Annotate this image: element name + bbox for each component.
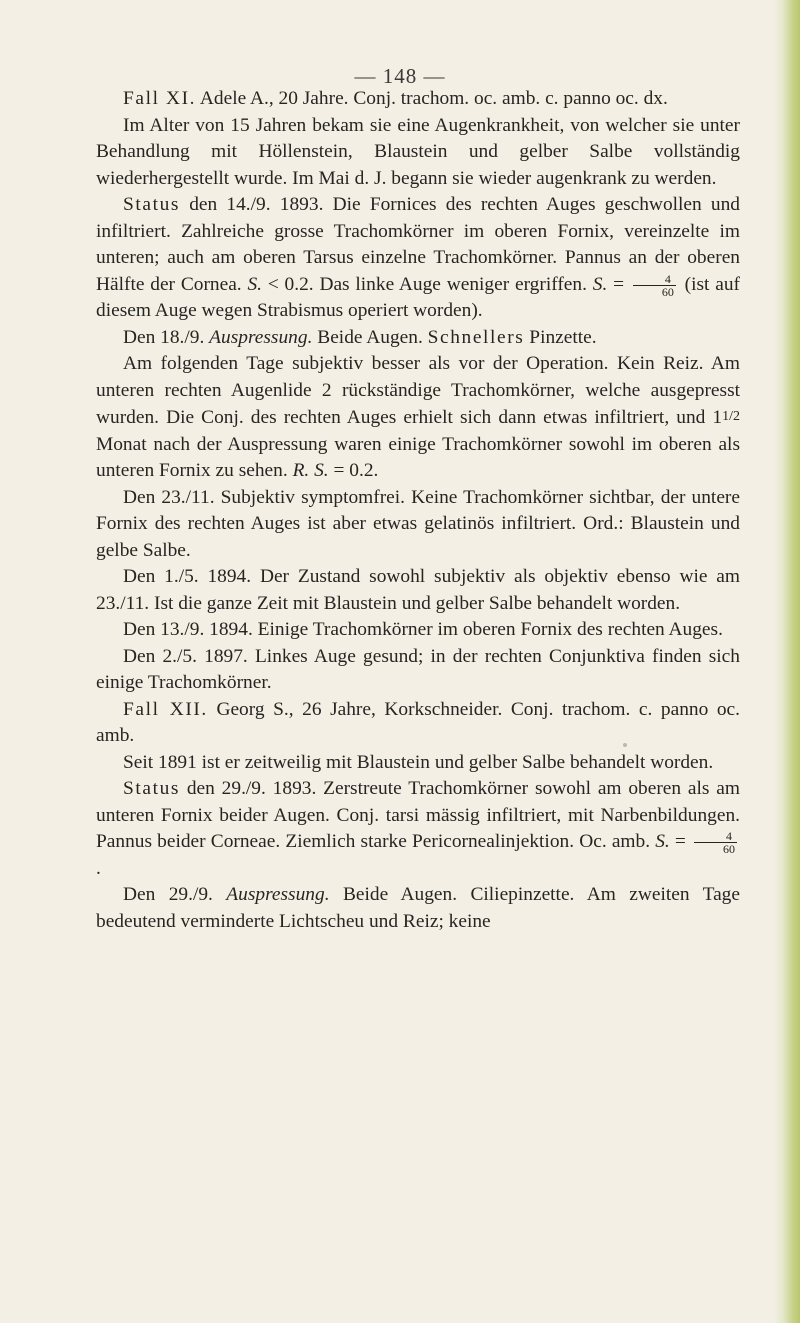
visus-symbol: S. [655,831,670,852]
case-label: Fall XI. [123,88,197,109]
status-paragraph [96,192,740,325]
paragraph [96,325,740,352]
paragraph-text: Pinzette. [524,326,597,348]
case-heading-paragraph [96,697,740,750]
paragraph-text: = [607,273,630,295]
paragraph-text: den 29./9. 1893. Zerstreute Trachomkörner sowohl am oberen als am unteren Fornix beider Augen. Conj. tarsi mässig infiltriert, mit Narbenbildungen. Pannus beider Corneae. Ziemlich starke Pericornealinjektion. Oc. amb. [96,778,740,852]
visus-symbol: S. [592,273,608,295]
body-text [96,86,740,935]
visus-symbol: S. [247,273,263,295]
paragraph-text: . [96,857,101,879]
visus-symbol: R. S. [292,460,329,481]
paragraph: Im Alter von 15 Jahren bekam sie eine Augenkrankheit, von welcher sie unter Behandlung mit Höllenstein, Blaustein und gelber Salbe vollständig wiederhergestellt wurde. Im Mai d. J. begann sie wieder augenkrank zu werden. [96,114,740,189]
paragraph-text: (ist auf diesem Auge wegen Strabismus operiert worden). [96,273,740,321]
fraction-numerator: 4 [694,830,737,843]
paragraph-text: Monat nach der Auspressung waren einige Trachomkörner sowohl im oberen als unteren Fornix zu sehen. [96,433,740,481]
page-edge [774,0,800,1323]
paragraph: Den 23./11. Subjektiv symptomfrei. Keine Trachomkörner sichtbar, der untere Fornix des rechten Auges ist aber etwas gelatinös infiltriert. Ord.: Blaustein und gelbe Salbe. [96,486,740,561]
half-fraction: 1/2 [722,409,740,424]
fraction [633,273,676,298]
status-label: Status [123,778,181,799]
fraction-denominator: 60 [661,284,674,299]
paragraph-text: Den 18./9. [123,326,210,348]
paragraph-text: Am folgenden Tage subjektiv besser als vor der Operation. Kein Reiz. Am unteren rechten Augenlide 2 rückständige Trachomkörner, welche ausgepresst wurden. Die Conj. des rechten Auges erhielt sich dann etwas infiltriert, und 1 [96,353,740,428]
paragraph-text: Beide Augen. Ciliepinzette. Am zweiten Tage bedeutend verminderte Lichtscheu und Reiz; keine [96,884,740,932]
italic-term: Auspressung. [226,884,330,905]
case-label: Fall XII. [123,698,208,720]
case-heading-paragraph [96,86,740,113]
fraction [694,830,737,855]
italic-term: Auspressung. [209,326,313,348]
paragraph: Den 13./9. 1894. Einige Trachomkörner im oberen Fornix des rechten Auges. [123,619,723,640]
status-paragraph [96,776,740,882]
status-label: Status [123,194,181,215]
paragraph [96,882,740,935]
fraction-numerator: 4 [633,273,676,286]
spaced-name: Schnellers [427,326,525,348]
paragraph-text: den 14./9. 1893. Die Fornices des rechten Auges geschwollen und infiltriert. Zahlreiche grosse Trachomkörner im oberen Fornix, vereinzelte im unteren; auch am oberen Tarsus einzelne Trachomkörner. Pannus an der oberen Hälfte der Cornea. [96,194,740,295]
paragraph-text: = [669,831,691,852]
paragraph-text: Adele A., 20 Jahre. Conj. trachom. oc. amb. c. panno oc. dx. [196,88,668,109]
paragraph-text: < 0.2. Das linke Auge weniger ergriffen. [262,273,593,295]
paragraph-text: Beide Augen. [312,326,428,348]
paragraph: Den 1./5. 1894. Der Zustand sowohl subjektiv als objektiv ebenso wie am 23./11. Ist die ganze Zeit mit Blaustein und gelber Salbe behandelt worden. [96,566,740,614]
page-number: — 148 — [354,64,446,88]
paragraph-text: Den 29./9. [123,884,227,905]
paragraph [96,351,740,485]
paragraph: Den 2./5. 1897. Linkes Auge gesund; in der rechten Conjunktiva finden sich einige Trachomkörner. [96,645,740,693]
paragraph: Seit 1891 ist er zeitweilig mit Blaustein und gelber Salbe behandelt worden. [123,751,714,773]
paragraph-text: Georg S., 26 Jahre, Korkschneider. Conj. trachom. c. panno oc. amb. [96,698,740,746]
fraction-denominator: 60 [723,842,735,857]
paragraph-text: = 0.2. [328,460,379,481]
